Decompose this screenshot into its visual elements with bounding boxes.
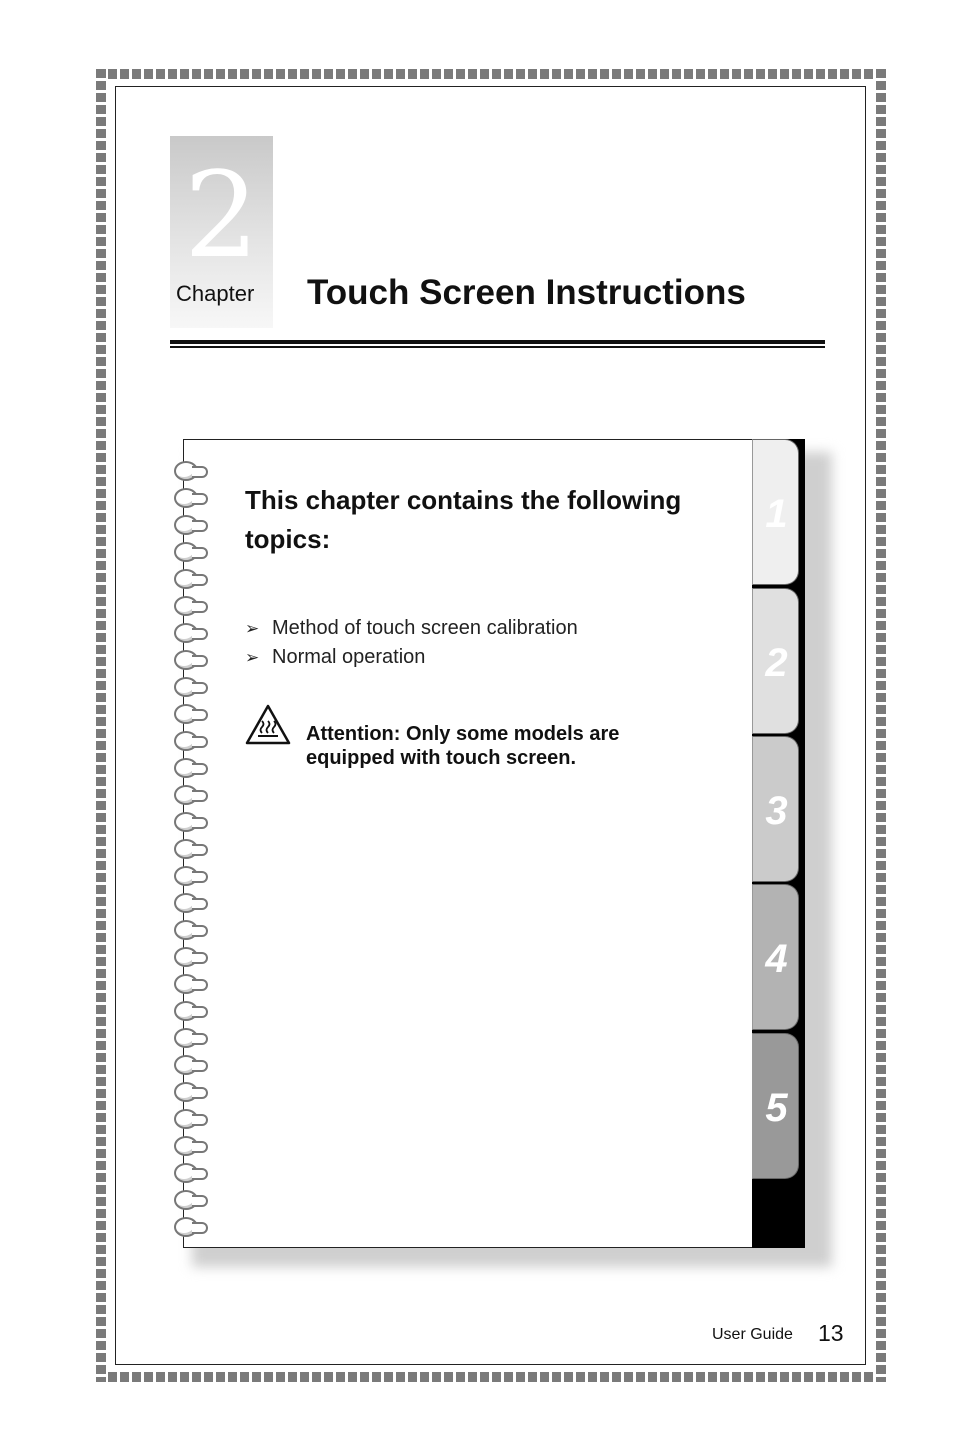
spiral-ring (170, 782, 214, 808)
spiral-ring (170, 1133, 214, 1159)
ring-hook (192, 898, 208, 910)
tab-label: 1 (765, 492, 788, 536)
spiral-ring (170, 485, 214, 511)
ring-hook (192, 1222, 208, 1234)
spiral-ring (170, 593, 214, 619)
spiral-ring (170, 512, 214, 538)
ring-hook (192, 952, 208, 964)
page-title: Touch Screen Instructions (307, 273, 746, 312)
tab-label: 4 (765, 937, 788, 981)
topics-heading: This chapter contains the following topics: (245, 485, 682, 554)
ring-hook (192, 682, 208, 694)
chapter-tab-2 (752, 588, 799, 734)
chapter-label: Chapter (176, 281, 255, 306)
title-rule-thick (170, 340, 825, 344)
title-rule-thin (170, 346, 825, 348)
spiral-binding (170, 458, 214, 1238)
spiral-ring (170, 1214, 214, 1240)
spiral-ring (170, 647, 214, 673)
spiral-ring (170, 539, 214, 565)
ring-hook (192, 1033, 208, 1045)
spiral-ring (170, 674, 214, 700)
spiral-ring (170, 944, 214, 970)
ring-hook (192, 1168, 208, 1180)
page-border-left (96, 69, 106, 1382)
page-number: 13 (818, 1320, 844, 1346)
ring-hook (192, 655, 208, 667)
spiral-ring (170, 620, 214, 646)
chapter-tab-4 (752, 884, 799, 1030)
arrow-bullet-icon: ➢ (245, 648, 260, 667)
ring-hook (192, 925, 208, 937)
attention-note: Attention: Only some models are equipped with touch screen. (306, 723, 620, 769)
ring-hook (192, 844, 208, 856)
tab-label: 3 (765, 789, 788, 833)
chapter-number: 2 (183, 146, 260, 284)
ring-hook (192, 1006, 208, 1018)
ring-hook (192, 628, 208, 640)
spiral-ring (170, 890, 214, 916)
chapter-tab-3 (752, 736, 799, 882)
ring-hook (192, 979, 208, 991)
topic-list (245, 614, 578, 672)
ring-hook (192, 1087, 208, 1099)
tab-label: 5 (765, 1086, 788, 1130)
topic-text: Method of touch screen calibration (272, 617, 578, 639)
ring-hook (192, 1141, 208, 1153)
spiral-ring (170, 1025, 214, 1051)
spiral-ring (170, 1106, 214, 1132)
ring-hook (192, 790, 208, 802)
chapter-tab-1 (752, 439, 799, 585)
list-item (245, 643, 578, 672)
spiral-ring (170, 836, 214, 862)
ring-hook (192, 1195, 208, 1207)
spiral-ring (170, 458, 214, 484)
page-border-top (96, 69, 886, 79)
spiral-ring (170, 971, 214, 997)
spiral-ring (170, 998, 214, 1024)
hot-surface-warning-icon (244, 703, 292, 747)
arrow-bullet-icon: ➢ (245, 619, 260, 638)
list-item (245, 614, 578, 643)
ring-hook (192, 547, 208, 559)
ring-hook (192, 493, 208, 505)
tab-label: 2 (765, 641, 788, 685)
chapter-tab-5 (752, 1033, 799, 1179)
ring-hook (192, 817, 208, 829)
ring-hook (192, 520, 208, 532)
spiral-ring (170, 566, 214, 592)
ring-hook (192, 736, 208, 748)
ring-hook (192, 709, 208, 721)
ring-hook (192, 574, 208, 586)
spiral-ring (170, 1079, 214, 1105)
spiral-ring (170, 1160, 214, 1186)
ring-hook (192, 1114, 208, 1126)
spiral-ring (170, 917, 214, 943)
ring-hook (192, 1060, 208, 1072)
page-border-bottom (96, 1372, 886, 1382)
footer-label: User Guide (712, 1326, 793, 1343)
spiral-ring (170, 1187, 214, 1213)
spiral-ring (170, 809, 214, 835)
ring-hook (192, 466, 208, 478)
ring-hook (192, 601, 208, 613)
spiral-ring (170, 863, 214, 889)
spiral-ring (170, 728, 214, 754)
topic-text: Normal operation (272, 646, 426, 668)
ring-hook (192, 763, 208, 775)
spiral-ring (170, 1052, 214, 1078)
page-border-right (876, 69, 886, 1382)
notebook-page (183, 439, 805, 1248)
spiral-ring (170, 701, 214, 727)
ring-hook (192, 871, 208, 883)
spiral-ring (170, 755, 214, 781)
